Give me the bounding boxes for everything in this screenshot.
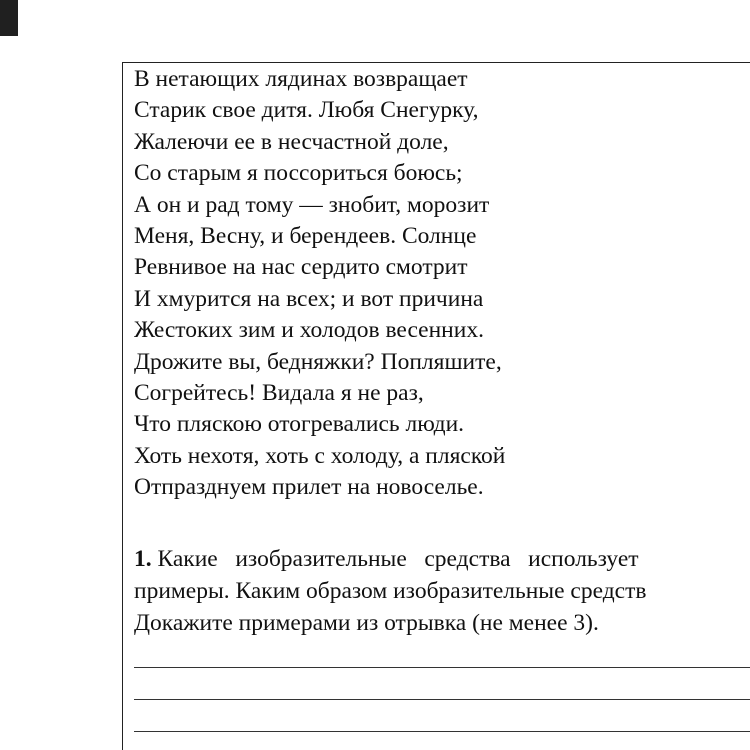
poem-line: Согрейтесь! Видала я не раз, (134, 379, 424, 406)
poem-line: Жалеючи ее в несчастной доле, (134, 128, 449, 155)
answer-line[interactable] (134, 731, 750, 732)
answer-line[interactable] (134, 699, 750, 700)
poem-line: И хмурится на всех; и вот причина (134, 285, 484, 312)
poem-line: Со старым я поссориться боюсь; (134, 160, 463, 187)
poem-excerpt (134, 64, 734, 503)
question-block (134, 543, 750, 639)
answer-line[interactable] (134, 667, 750, 668)
question-line-1 (134, 543, 750, 575)
poem-line: Ревнивое на нас сердито смотрит (134, 254, 468, 281)
poem-line: Меня, Весну, и берендеев. Солнце (134, 222, 477, 249)
poem-line: Дрожите вы, бедняжки? Попляшите, (134, 348, 502, 375)
question-text-2: примеры. Каким образом изобразительные средств (134, 578, 647, 604)
poem-line: А он и рад тому — знобит, морозит (134, 191, 490, 218)
poem-line: Отпразднуем прилет на новоселье. (134, 474, 484, 501)
question-text-3: Докажите примерами из отрывка (не менее 3). (134, 610, 599, 636)
poem-line: Жестоких зим и холодов весенних. (134, 317, 484, 344)
question-text-1: Какие изобразительные средства использует (157, 546, 639, 572)
poem-line: Что пляскою отогревались люди. (134, 411, 465, 438)
dark-background-edge (0, 0, 18, 36)
question-number: 1. (134, 546, 152, 572)
poem-line: В нетающих лядинах возвращает (134, 66, 468, 92)
poem-line: Хоть нехотя, хоть с холоду, а пляской (134, 442, 506, 469)
poem-line: Старик свое дитя. Любя Снегурку, (134, 97, 479, 124)
